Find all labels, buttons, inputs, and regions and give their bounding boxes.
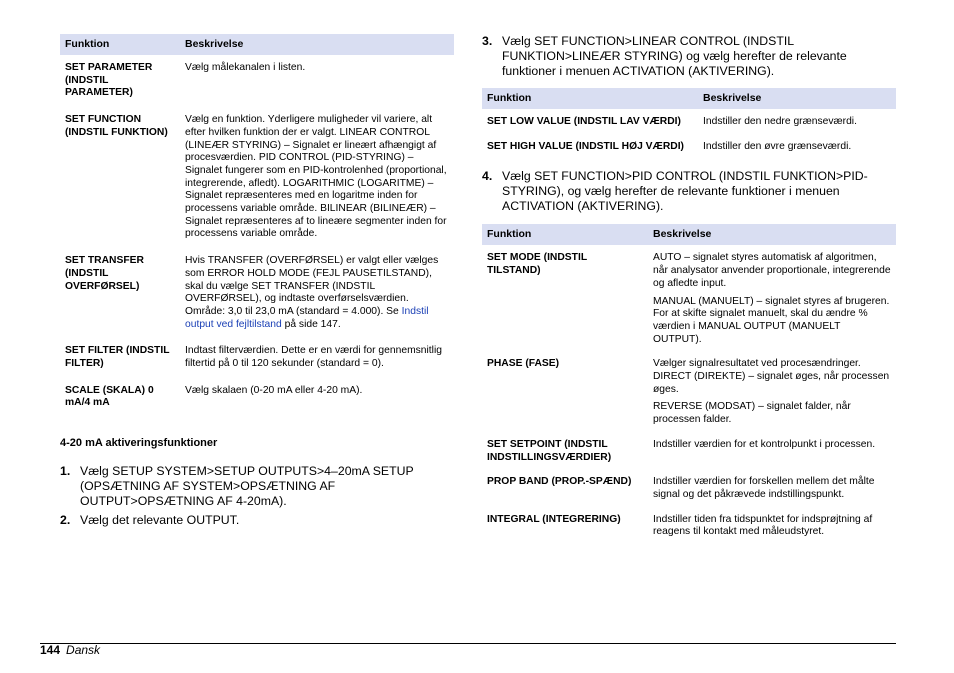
function-description: Vælg målekanalen i listen. xyxy=(185,62,306,73)
function-description xyxy=(648,351,896,432)
step-text: Vælg SET FUNCTION>LINEAR CONTROL (INDSTIL FUNKTION>LINEÆR STYRING) og vælg herefter de relevante funktioner i menuen ACTIVATION (AKTIVERING). xyxy=(502,34,847,78)
function-description: Indstiller tiden fra tidspunktet for indsprøjtning af reagens til kontakt med måleudstyret. xyxy=(653,513,873,538)
table-row xyxy=(60,376,454,415)
output-function-table xyxy=(60,34,454,415)
function-name: SET SETPOINT (INDSTIL INDSTILLINGSVÆRDIER) xyxy=(487,438,612,463)
linear-control-table xyxy=(482,88,896,158)
description-text-after: på side 147. xyxy=(281,318,341,330)
function-name: INTEGRAL (INTEGRERING) xyxy=(487,513,621,525)
step-item xyxy=(482,169,896,214)
function-description: Vælg en funktion. Yderligere muligheder vil variere, alt efter hvilken funktion der er valgt. LINEAR CONTROL (LINEÆR STYRING) – Signalet er lineært afhængigt af procesværdien. PID CONTROL (PID-STYRING) – Signalet fungerer som en PID-kontrolenhed (proportional, integrerende, afledt). LOGARITHMIC (LOGARITME) – Signalet repræsenteres med en logaritme inden for processens variable område. BILINEAR (BILINEÆR) – Signalet repræsenteres af to lineære segmenter inden for processens variable område. xyxy=(185,114,447,240)
step-number: 3. xyxy=(482,34,493,48)
function-description: Vælg skalaen (0-20 mA eller 4-20 mA). xyxy=(185,384,363,396)
table-row xyxy=(60,336,454,375)
function-name: SET TRANSFER (INDSTIL OVERFØRSEL) xyxy=(65,255,144,292)
function-name: SET PARAMETER (INDSTIL PARAMETER) xyxy=(65,62,153,99)
table-header-row xyxy=(60,34,454,55)
left-column xyxy=(60,34,454,528)
function-name: PROP BAND (PROP.-SPÆND) xyxy=(487,476,632,488)
step-number: 2. xyxy=(60,513,71,528)
pid-control-table xyxy=(482,224,896,544)
column-header-funktion: Funktion xyxy=(60,34,180,55)
step-list xyxy=(60,464,454,528)
function-description: Indstiller den nedre grænseværdi. xyxy=(703,116,857,127)
page-footer xyxy=(40,643,100,657)
table-header-row xyxy=(482,224,896,245)
description-paragraph: MANUAL (MANUELT) – signalet styres af brugeren. For at skifte signalet manuelt, skal du ændre % værdien i MANUAL OUTPUT (MANUELT OUTPUT). xyxy=(653,295,890,345)
description-paragraph: REVERSE (MODSAT) – signalet falder, når processen falder. xyxy=(653,401,851,426)
step-text: Vælg SET FUNCTION>PID CONTROL (INDSTIL FUNKTION>PID-STYRING), og vælg herefter de relevante funktioner i menuen ACTIVATION (AKTIVERING). xyxy=(502,169,868,214)
table-row xyxy=(482,245,896,351)
function-description xyxy=(180,246,454,336)
function-name: SET LOW VALUE (INDSTIL LAV VÆRDI) xyxy=(487,116,681,127)
column-header-funktion: Funktion xyxy=(482,88,698,109)
step-number: 4. xyxy=(482,169,493,184)
table-row xyxy=(482,507,896,544)
step-list xyxy=(482,169,896,214)
function-name: SET MODE (INDSTIL TILSTAND) xyxy=(487,252,587,277)
function-description: Indstiller værdien for forskellen mellem det målte signal og det påkrævede indstillingspunkt. xyxy=(653,476,875,500)
page-number: 144 xyxy=(40,643,61,657)
description-text: Hvis TRANSFER (OVERFØRSEL) er valgt eller vælges som ERROR HOLD MODE (FEJL PAUSETILSTAND), skal du vælge SET TRANSFER (INDSTIL OVERFØRSEL), og indtaste overførselsværdien. Område: 3,0 til 23,0 mA (standard = 4.000). Se xyxy=(185,255,439,317)
function-description: Indtast filterværdien. Dette er en værdi for gennemsnitlig filtertid på 0 til 120 sekunder (standard = 0). xyxy=(185,345,442,370)
function-name: SET FILTER (INDSTIL FILTER) xyxy=(65,345,170,370)
step-number: 1. xyxy=(60,464,71,479)
step-list xyxy=(482,34,896,79)
table-row xyxy=(60,246,454,336)
description-paragraph: Vælger signalresultatet ved procesændringer. xyxy=(653,358,861,370)
table-row xyxy=(60,105,454,246)
function-description: Indstiller værdien for et kontrolpunkt i processen. xyxy=(653,438,876,450)
language-label: Dansk xyxy=(66,643,101,657)
function-name: PHASE (FASE) xyxy=(487,358,560,370)
column-header-beskrivelse: Beskrivelse xyxy=(698,88,896,109)
step-text: Vælg SETUP SYSTEM>SETUP OUTPUTS>4–20mA SETUP (OPSÆTNING AF SYSTEM>OPSÆTNING AF OUTPUT>OPSÆTNING AF 4-20mA). xyxy=(80,464,414,509)
function-name: SCALE (SKALA) 0 mA/4 mA xyxy=(65,384,154,409)
function-name: SET HIGH VALUE (INDSTIL HØJ VÆRDI) xyxy=(487,140,684,152)
description-paragraph: AUTO – signalet styres automatisk af algoritmen, når analysator anvender proportionale, integrerende og afledte input. xyxy=(653,252,891,289)
table-row xyxy=(482,351,896,432)
function-name: SET FUNCTION (INDSTIL FUNKTION) xyxy=(65,114,168,138)
cross-reference-link[interactable]: Indstil output ved fejltilstand xyxy=(185,305,429,330)
column-header-funktion: Funktion xyxy=(482,224,648,245)
column-header-beskrivelse: Beskrivelse xyxy=(648,224,896,245)
table-row xyxy=(482,109,896,134)
footer-rule xyxy=(40,643,896,644)
step-text: Vælg det relevante OUTPUT. xyxy=(80,513,240,528)
table-row xyxy=(482,432,896,469)
step-item xyxy=(60,513,454,528)
step-item xyxy=(60,464,454,509)
function-description: Indstiller den øvre grænseværdi. xyxy=(703,140,852,152)
section-heading: 4-20 mA aktiveringsfunktioner xyxy=(60,437,218,450)
table-header-row xyxy=(482,88,896,109)
function-description xyxy=(648,245,896,351)
right-column xyxy=(482,34,896,544)
table-row xyxy=(482,469,896,506)
table-row xyxy=(60,55,454,105)
description-paragraph: DIRECT (DIREKTE) – signalet øges, når processen øges. xyxy=(653,371,890,395)
table-row xyxy=(482,134,896,159)
step-item xyxy=(482,34,896,79)
column-header-beskrivelse: Beskrivelse xyxy=(180,34,454,55)
